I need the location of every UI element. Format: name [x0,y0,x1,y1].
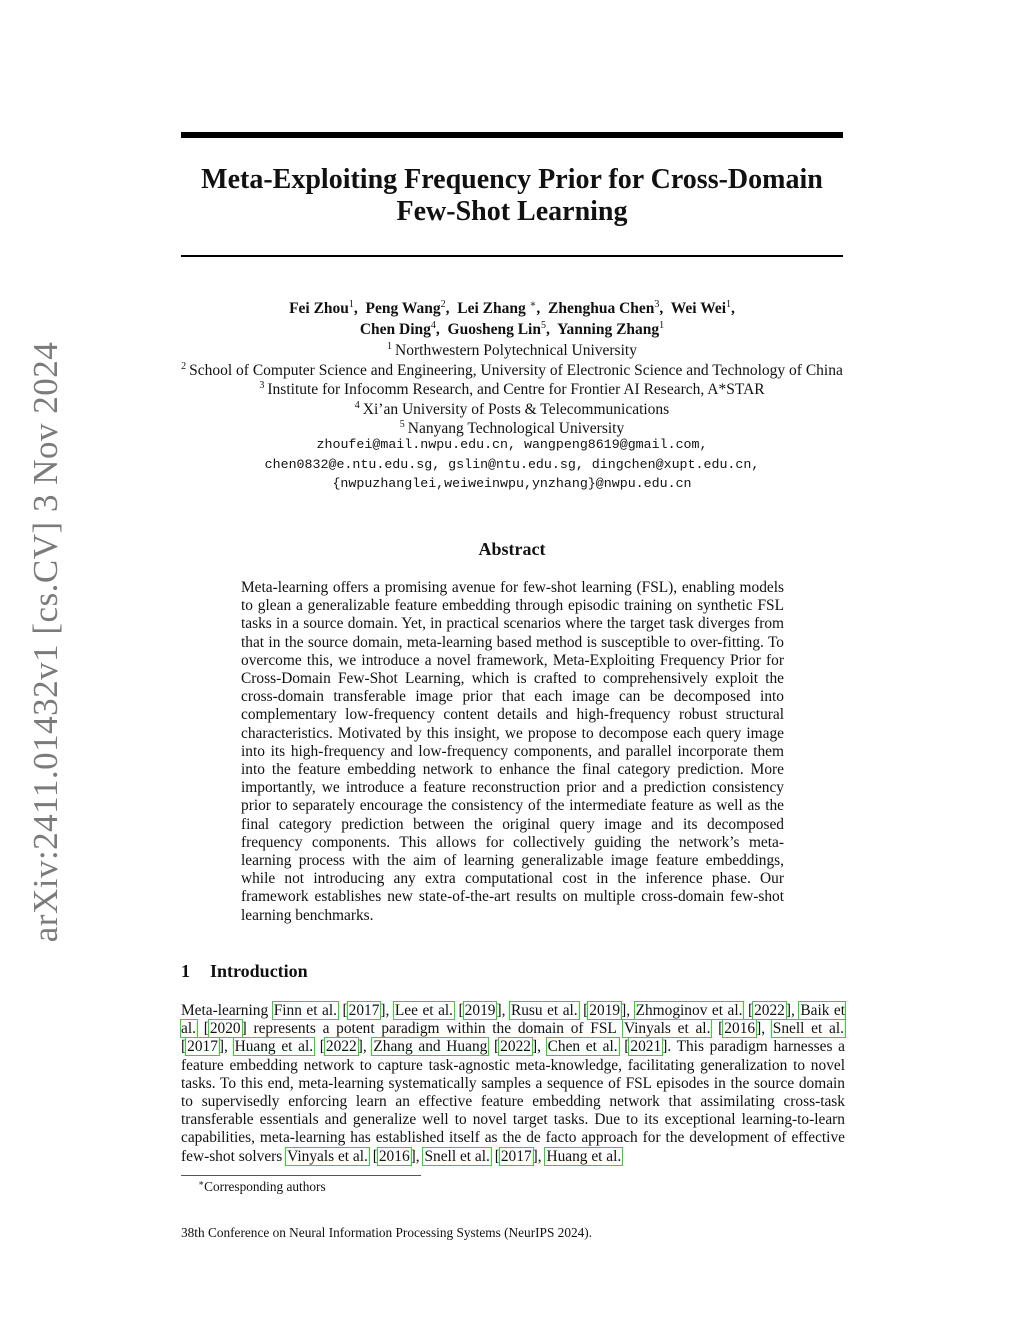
author-affiliation-mark: 2 [440,299,446,310]
paragraph-text: Meta-learning [181,1002,273,1019]
paragraph-text: [ [743,1002,754,1019]
paragraph-text: [ [454,1002,464,1019]
citation-link[interactable]: Zhmoginov et al. [635,1002,743,1019]
affiliation-line [150,361,874,381]
footnote-rule [181,1175,421,1176]
affiliation-mark: 2 [181,360,187,372]
email-line-3: {nwpuzhanglei,weiweinwpu,ynzhang}@nwpu.edu.cn [332,476,692,491]
affiliation-text: Northwestern Polytechnical University [395,342,637,359]
author-name: Guosheng Lin [447,321,541,338]
footnote-mark: ∗ [198,1178,205,1188]
paragraph-text: [ [181,1038,187,1056]
citation-link[interactable]: Snell et al. [772,1020,844,1038]
affiliation-list [150,341,874,439]
abstract-heading: Abstract [478,539,546,559]
section-title: Introduction [210,961,308,981]
author-line-1: Fei Zhou$^1$, Peng Wang$^2$, Lei Zhang ∗, Zhenghua Chen$^3$, Wei Wei$^1$, [289,299,735,317]
citation-link[interactable]: 2017 [500,1147,532,1165]
citation-link[interactable]: Zhang and Huang [373,1038,488,1056]
author-affiliation-mark: 4 [430,320,436,331]
affiliation-text: Institute for Infocomm Research, and Centre for Frontier AI Research, A*STAR [267,381,765,398]
citation-link[interactable]: Huang et al. [234,1038,314,1056]
affiliation-line [150,400,874,420]
author-affiliation-mark: 3 [654,299,660,310]
citation-link[interactable]: 2017 [187,1038,218,1056]
citation-link[interactable]: 2022 [325,1038,357,1056]
citation-link[interactable]: Rusu et al. [510,1002,578,1019]
paragraph-text: ], [785,1002,800,1019]
author-corresponding-mark: ∗ [529,299,537,310]
author-affiliation-mark: 1 [726,299,732,310]
citation-link[interactable]: Huang et al. [546,1147,622,1165]
author-name: Wei Wei [670,300,727,317]
footnote [198,1179,326,1195]
affiliation-line [150,341,874,361]
paragraph-text: ] represents a potent paradigm within the domain of FSL [241,1020,623,1038]
paragraph-text: ], [621,1002,635,1019]
email-list [150,435,874,494]
citation-link[interactable]: 2017 [348,1002,380,1019]
author-name: Zhenghua Chen [548,300,655,317]
paragraph-text: [ [711,1020,724,1038]
affiliation-text: Nanyang Technological University [407,420,625,437]
paragraph-text: [ [490,1147,500,1165]
affiliation-mark: 3 [259,380,265,391]
citation-link[interactable]: 2019 [464,1002,496,1019]
footnote-text: Corresponding authors [204,1179,326,1194]
citation-link[interactable]: Vinyals et al. [287,1147,368,1165]
citation-link[interactable]: 2020 [209,1020,241,1038]
paragraph-text: ], [531,1038,547,1056]
author-name: Peng Wang [365,300,441,317]
author-affiliation-mark: 1 [659,320,665,331]
author-name: Lei Zhang [457,300,526,317]
citation-link[interactable]: 2016 [724,1020,756,1038]
abstract-text: Meta-learning offers a promising avenue for few-shot learning (FSL), enabling models to glean a generalizable feature embedding through episodic training on synthetic FSL tasks in a source domain. Yet, in practical scenarios where the target task diverges from that in the source domain, meta-learning based method is susceptible to over-fitting. To overcome this, we introduce a novel framework, Meta-Exploiting Frequency Prior for Cross-Domain Few-Shot Learning, which is crafted to comprehensively exploit the cross-domain transferable image prior that each image can be decomposed into complementary low-frequency content details and high-frequency robust structural characteristics. Motivated by this insight, we propose to decompose each query image into its high-frequency and low-frequency components, and parallel incorporate them into the feature embedding network to enhance the final category prediction. More importantly, we introduce a feature reconstruction prior and a prediction consistency prior to separately encourage the consistency of the intermediate feature as well as the final category prediction between the original query image and its decomposed frequency components. This allows for collectively guiding the network’s meta-learning process with the aim of learning generalizable image feature embeddings, while not introducing any extra computational cost in the inference phase. Our framework establishes new state-of-the-art results on multiple cross-domain few-shot learning benchmarks. [241,579,784,924]
affiliation-text: School of Computer Science and Engineering, University of Electronic Science and Technology of China [189,361,843,379]
paragraph-text: [ [488,1038,500,1056]
paragraph-text: [ [314,1038,325,1056]
affiliation-mark: 1 [387,341,393,352]
section-heading-introduction [181,961,308,982]
title-line-1: Meta-Exploiting Frequency Prior for Cross-Domain [201,164,823,195]
paragraph-text: [ [618,1038,630,1056]
paragraph-text: ], [756,1020,772,1038]
paragraph-text: ], [496,1002,510,1019]
citation-link[interactable]: 2016 [378,1147,410,1165]
citation-link[interactable]: Chen et al. [547,1038,618,1056]
title-bottom-rule [181,255,843,257]
citation-link[interactable]: Snell et al. [424,1147,490,1165]
title-top-rule [181,132,843,138]
section-number: 1 [181,961,190,981]
citation-link[interactable]: 2022 [754,1002,785,1019]
citation-link[interactable]: Baik et al. [181,1002,846,1038]
paragraph-text: [ [196,1020,209,1038]
affiliation-mark: 4 [354,399,360,411]
citation-link[interactable]: Finn et al. [273,1002,337,1019]
email-line-2: chen0832@e.ntu.edu.sg, gslin@ntu.edu.sg, dingchen@xupt.edu.cn, [264,456,760,472]
paragraph-text: [ [578,1002,589,1019]
citation-link[interactable]: 2021 [630,1038,662,1056]
author-affiliation-mark: 5 [541,320,546,331]
citation-link[interactable]: Vinyals et al. [623,1020,711,1038]
paper-title [181,164,843,228]
citation-link[interactable]: Lee et al. [394,1002,454,1019]
paragraph-text: ], [218,1038,234,1056]
arxiv-identifier-stamp: arXiv:2411.01432v1 [cs.CV] 3 Nov 2024 [26,341,65,943]
paragraph-text: ], [532,1147,546,1165]
paragraph-text: ], [357,1038,373,1056]
title-line-2: Few-Shot Learning [396,196,628,227]
introduction-paragraph [181,1002,845,1166]
citation-link[interactable]: 2019 [589,1002,621,1019]
affiliation-text: Xi’an University of Posts & Telecommunications [362,400,670,418]
affiliation-mark: 5 [399,419,405,430]
paragraph-text: [ [337,1002,348,1019]
affiliation-line [150,380,874,400]
conference-note: 38th Conference on Neural Information Processing Systems (NeurIPS 2024). [181,1225,593,1240]
author-name: Chen Ding [359,321,431,338]
author-line-2: Chen Ding$^4$, Guosheng Lin$^5$, Yanning Zhang$^1$ [359,320,665,338]
paragraph-text: ]. This paradigm harnesses a feature embedding network to capture task-agnostic meta-knowledge, facilitating generalization to novel tasks. To this end, meta-learning systematically samples a sequence of FSL episodes in the source domain to supervisedly enforcing learn an effective feature embedding network that assimilating cross-task transferable essentials and generalize well to novel target tasks. Due to its exceptional learning-to-learn capabilities, meta-learning has established itself as the de facto approach for the development of effective few-shot solvers [181,1038,845,1165]
author-name: Fei Zhou [289,300,349,317]
email-line-1: zhoufei@mail.nwpu.edu.cn, wangpeng8619@gmail.com, [316,437,708,452]
author-name: Yanning Zhang [557,321,660,338]
paragraph-text: ], [410,1147,424,1165]
author-list [160,298,864,340]
author-affiliation-mark: 1 [348,299,354,310]
citation-link[interactable]: 2022 [500,1038,531,1056]
paragraph-text: ], [380,1002,394,1019]
paragraph-text: [ [368,1147,378,1165]
